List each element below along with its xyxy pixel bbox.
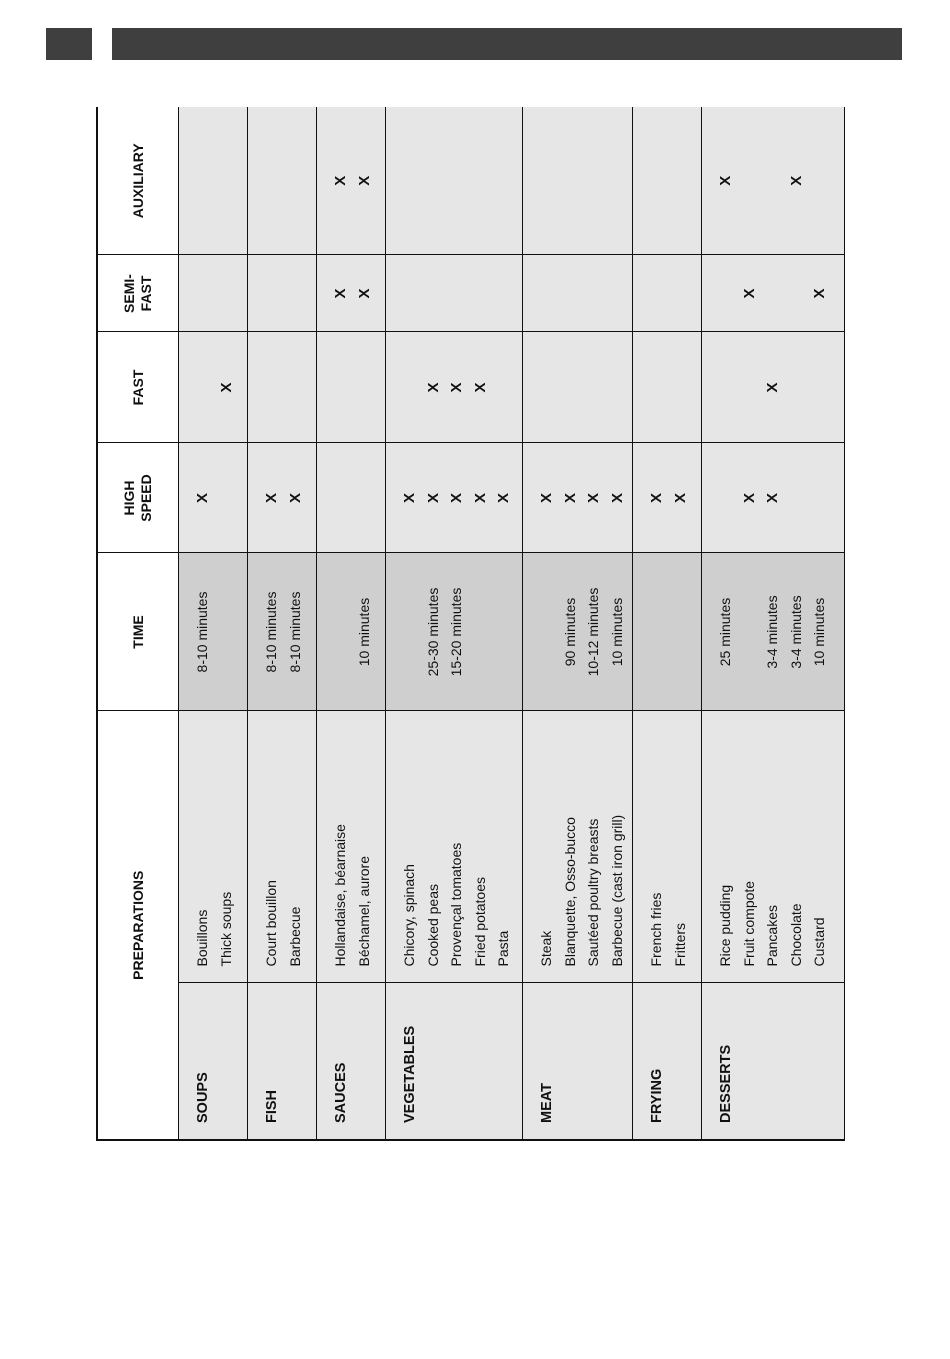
table-row — [702, 107, 845, 1140]
preparation-item: Béchamel, aurore — [355, 855, 372, 967]
category-cell: DESSERTS — [702, 983, 845, 1140]
auxiliary-mark — [669, 107, 693, 255]
fast-mark — [669, 333, 693, 443]
time-value: 25 minutes — [717, 597, 733, 667]
preparation-cell — [317, 711, 386, 983]
category-cell: VEGETABLES — [386, 983, 523, 1140]
preparation-cell — [248, 711, 317, 983]
high-speed-mark: X — [740, 493, 758, 504]
fast-mark — [353, 333, 377, 443]
high-speed-mark: X — [286, 493, 304, 504]
preparation-cell — [523, 711, 633, 983]
high-speed-mark: X — [263, 493, 280, 504]
time-value: 10 minutes — [811, 597, 827, 667]
preparation-item: Sautéed poultry breasts — [585, 818, 601, 967]
auxiliary-mark — [398, 107, 422, 255]
semi-fast-mark — [761, 256, 785, 332]
header-time: TIME — [97, 553, 179, 711]
fast-mark: X — [424, 382, 442, 393]
fast-mark — [645, 333, 669, 443]
cooking-guide-table — [96, 107, 845, 1141]
fast-mark — [284, 333, 308, 443]
preparation-item: Fried potatoes — [471, 877, 488, 967]
header-fast: FAST — [97, 332, 179, 443]
preparation-item: Steak — [538, 930, 554, 967]
semi-fast-mark — [606, 256, 630, 332]
semi-fast-mark — [669, 256, 693, 332]
auxiliary-mark — [260, 107, 284, 255]
semi-fast-mark — [191, 256, 215, 332]
high-speed-mark: X — [764, 493, 781, 504]
time-value: 3-4 minutes — [764, 595, 780, 669]
semi-fast-mark — [422, 256, 446, 332]
preparation-item: Fruit compote — [740, 880, 757, 967]
table-row — [317, 107, 386, 1140]
auxiliary-mark: X — [355, 175, 373, 186]
cooking-guide-table-frame — [96, 107, 845, 1141]
time-cell — [386, 553, 523, 711]
auxiliary-mark: X — [787, 175, 805, 186]
semi-fast-cell — [702, 255, 845, 332]
time-value: 10 minutes — [355, 597, 372, 667]
time-cell — [633, 553, 702, 711]
auxiliary-cell — [317, 107, 386, 255]
semi-fast-mark — [645, 256, 669, 332]
auxiliary-cell — [179, 107, 248, 255]
semi-fast-mark: X — [332, 288, 349, 299]
high-speed-mark: X — [561, 493, 579, 504]
table-row — [179, 107, 248, 1140]
semi-fast-cell — [633, 255, 702, 332]
semi-fast-mark — [260, 256, 284, 332]
time-value — [398, 554, 422, 711]
auxiliary-cell — [248, 107, 317, 255]
semi-fast-mark — [559, 256, 583, 332]
auxiliary-mark — [808, 107, 832, 255]
preparation-item: Barbecue (cast iron grill) — [608, 814, 625, 967]
time-value: 8-10 minutes — [286, 591, 303, 673]
time-value — [492, 554, 516, 711]
semi-fast-mark: X — [811, 288, 828, 299]
auxiliary-cell — [523, 107, 633, 255]
preparation-item: Pancakes — [764, 905, 780, 967]
fast-cell — [386, 332, 523, 443]
semi-fast-mark — [215, 256, 239, 332]
preparation-item: Bouillons — [194, 909, 210, 967]
time-cell — [317, 553, 386, 711]
semi-fast-mark — [582, 256, 606, 332]
table-row — [386, 107, 523, 1140]
fast-mark: X — [448, 382, 465, 393]
high-speed-mark: X — [471, 493, 489, 504]
fast-mark — [260, 333, 284, 443]
high-speed-cell — [317, 443, 386, 553]
fast-mark — [714, 333, 738, 443]
high-speed-mark: X — [538, 493, 555, 504]
semi-fast-mark: X — [355, 288, 373, 299]
rotated-table-container — [96, 107, 845, 1141]
auxiliary-mark — [535, 107, 559, 255]
preparation-item: Provençal tomatoes — [448, 842, 464, 967]
high-speed-mark — [329, 444, 353, 553]
category-cell: SOUPS — [179, 983, 248, 1140]
semi-fast-mark — [785, 256, 809, 332]
auxiliary-mark — [422, 107, 446, 255]
high-speed-mark — [353, 444, 377, 553]
category-cell: MEAT — [523, 983, 633, 1140]
fast-mark — [329, 333, 353, 443]
fast-mark: X — [217, 382, 235, 393]
time-value — [669, 554, 693, 711]
preparation-cell — [179, 711, 248, 983]
preparation-item: Chicory, spinach — [401, 864, 417, 967]
header-semi-fast-line1: SEMI- — [121, 274, 137, 313]
time-value — [329, 554, 353, 711]
semi-fast-mark — [445, 256, 469, 332]
semi-fast-mark — [284, 256, 308, 332]
time-value: 25-30 minutes — [424, 587, 441, 677]
fast-cell — [317, 332, 386, 443]
high-speed-mark: X — [424, 493, 442, 504]
semi-fast-mark — [469, 256, 493, 332]
preparation-item: Chocolate — [787, 903, 804, 967]
auxiliary-mark — [284, 107, 308, 255]
high-speed-cell — [633, 443, 702, 553]
high-speed-cell — [248, 443, 317, 553]
time-cell — [248, 553, 317, 711]
category-cell: SAUCES — [317, 983, 386, 1140]
auxiliary-cell — [702, 107, 845, 255]
time-value: 3-4 minutes — [787, 595, 804, 669]
auxiliary-mark — [645, 107, 669, 255]
fast-mark — [582, 333, 606, 443]
auxiliary-cell — [386, 107, 523, 255]
high-speed-cell — [702, 443, 845, 553]
semi-fast-mark — [535, 256, 559, 332]
time-value: 10 minutes — [608, 597, 625, 667]
time-value: 8-10 minutes — [194, 591, 210, 673]
fast-cell — [523, 332, 633, 443]
auxiliary-mark — [492, 107, 516, 255]
preparation-item: Fritters — [671, 922, 688, 967]
fast-cell — [702, 332, 845, 443]
preparation-item: Pasta — [495, 930, 511, 967]
table-row — [248, 107, 317, 1140]
fast-mark — [535, 333, 559, 443]
preparation-item: French fries — [648, 892, 664, 967]
preparation-cell — [386, 711, 523, 983]
auxiliary-mark — [761, 107, 785, 255]
auxiliary-mark: X — [332, 175, 349, 186]
fast-mark — [738, 333, 762, 443]
header-auxiliary: AUXILIARY — [97, 107, 179, 255]
preparation-item: Court bouillon — [263, 880, 279, 967]
preparation-cell — [633, 711, 702, 983]
high-speed-mark: X — [448, 493, 465, 504]
high-speed-mark: X — [585, 493, 602, 504]
semi-fast-cell — [317, 255, 386, 332]
high-speed-cell — [179, 443, 248, 553]
header-high-speed-line2: SPEED — [138, 474, 154, 522]
auxiliary-mark — [191, 107, 215, 255]
header-preparations: PREPARATIONS — [97, 711, 179, 1140]
high-speed-mark — [785, 444, 809, 553]
table-row — [523, 107, 633, 1140]
semi-fast-mark — [398, 256, 422, 332]
auxiliary-mark — [738, 107, 762, 255]
auxiliary-mark — [606, 107, 630, 255]
preparation-item: Blanquette, Osso-bucco — [561, 817, 578, 967]
header-tab-block — [46, 28, 92, 60]
high-speed-mark — [215, 444, 239, 553]
time-cell — [179, 553, 248, 711]
header-row — [97, 107, 179, 1140]
fast-mark — [606, 333, 630, 443]
fast-mark: X — [471, 382, 489, 393]
high-speed-cell — [523, 443, 633, 553]
auxiliary-mark — [215, 107, 239, 255]
high-speed-mark: X — [194, 493, 211, 504]
auxiliary-mark — [445, 107, 469, 255]
time-value: 15-20 minutes — [448, 587, 464, 677]
auxiliary-mark: X — [717, 175, 734, 186]
auxiliary-mark — [559, 107, 583, 255]
time-value — [215, 554, 239, 711]
header-high-speed — [97, 443, 179, 553]
fast-mark — [191, 333, 215, 443]
high-speed-mark: X — [671, 493, 689, 504]
preparation-item: Hollandaise, béarnaise — [332, 824, 348, 967]
fast-mark — [492, 333, 516, 443]
time-value: 90 minutes — [561, 597, 578, 667]
fast-mark — [808, 333, 832, 443]
preparation-item: Cooked peas — [424, 883, 441, 967]
fast-cell — [633, 332, 702, 443]
high-speed-mark: X — [608, 493, 626, 504]
fast-mark: X — [764, 382, 781, 393]
auxiliary-mark — [582, 107, 606, 255]
semi-fast-mark: X — [740, 288, 758, 299]
header-bar — [112, 28, 902, 60]
high-speed-mark: X — [495, 493, 512, 504]
time-value — [535, 554, 559, 711]
high-speed-cell — [386, 443, 523, 553]
preparation-cell — [702, 711, 845, 983]
high-speed-mark — [808, 444, 832, 553]
preparation-item: Barbecue — [286, 906, 303, 967]
semi-fast-mark — [492, 256, 516, 332]
fast-mark — [398, 333, 422, 443]
auxiliary-mark — [469, 107, 493, 255]
fast-mark — [785, 333, 809, 443]
semi-fast-cell — [248, 255, 317, 332]
fast-cell — [248, 332, 317, 443]
semi-fast-mark — [714, 256, 738, 332]
header-semi-fast — [97, 255, 179, 332]
time-value — [469, 554, 493, 711]
semi-fast-cell — [523, 255, 633, 332]
fast-cell — [179, 332, 248, 443]
semi-fast-cell — [179, 255, 248, 332]
time-cell — [702, 553, 845, 711]
category-cell: FRYING — [633, 983, 702, 1140]
category-cell: FISH — [248, 983, 317, 1140]
header-high-speed-line1: HIGH — [121, 480, 137, 516]
high-speed-mark: X — [401, 493, 418, 504]
table-body — [179, 107, 845, 1140]
time-cell — [523, 553, 633, 711]
semi-fast-cell — [386, 255, 523, 332]
table-row — [633, 107, 702, 1140]
preparation-item: Custard — [811, 917, 827, 967]
preparation-item: Rice pudding — [717, 884, 733, 967]
high-speed-mark: X — [648, 493, 665, 504]
time-value: 8-10 minutes — [263, 591, 279, 673]
time-value: 10-12 minutes — [585, 587, 601, 677]
header-semi-fast-line2: FAST — [138, 275, 154, 312]
auxiliary-cell — [633, 107, 702, 255]
time-value — [645, 554, 669, 711]
time-value — [738, 554, 762, 711]
fast-mark — [559, 333, 583, 443]
preparation-item: Thick soups — [217, 891, 234, 967]
high-speed-mark — [714, 444, 738, 553]
